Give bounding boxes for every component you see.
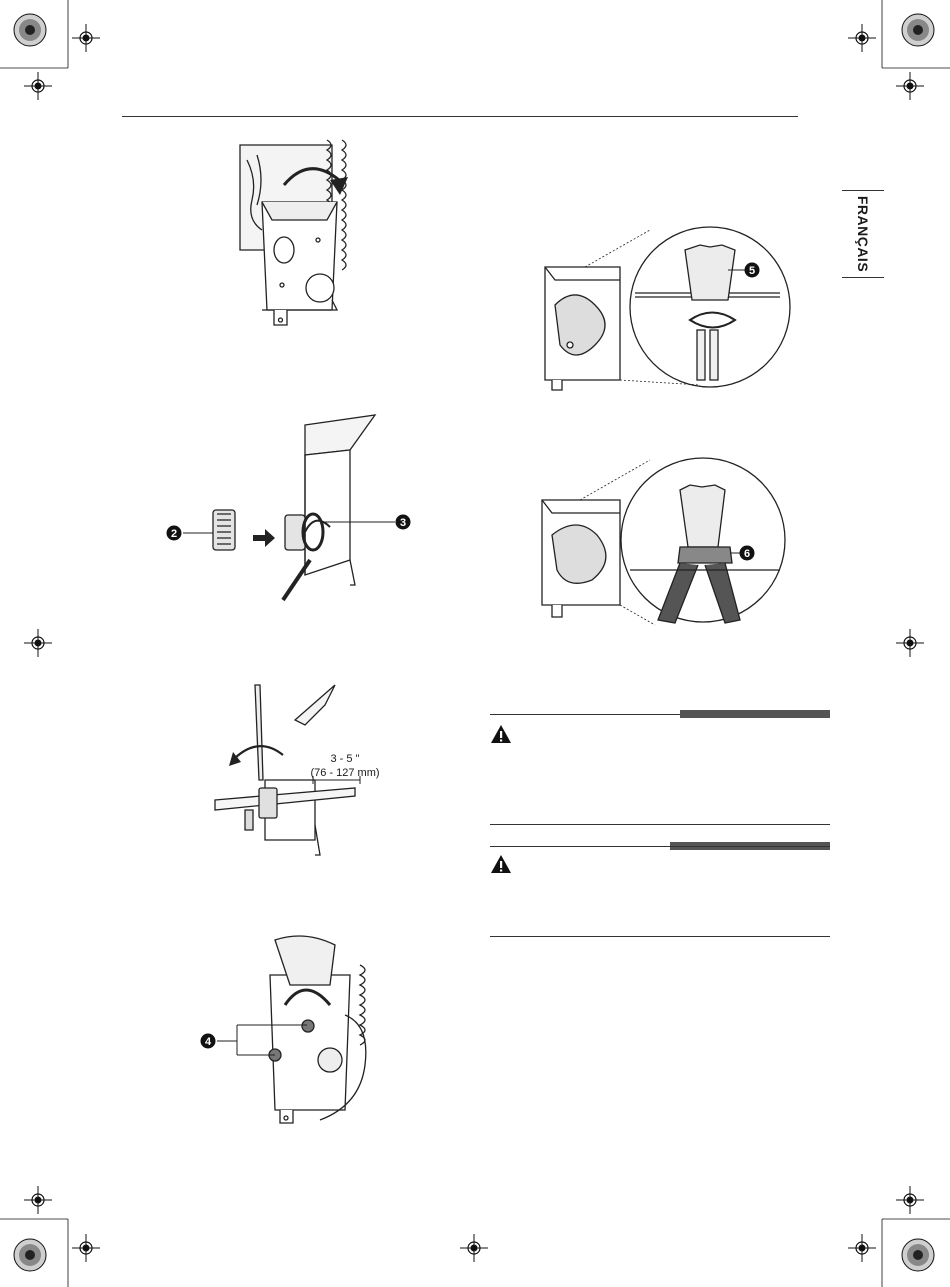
warning-box-2 — [490, 846, 830, 938]
warning-box-1 — [490, 714, 830, 826]
ground-screw-figure — [195, 935, 415, 1125]
callout-3-label: 3 — [399, 517, 407, 529]
strip-length-dimension — [290, 752, 400, 780]
dimension-inches: 3 - 5 " — [330, 753, 360, 765]
warning-header-bar — [680, 710, 830, 718]
warning-bottom-rule — [490, 824, 830, 825]
callout-5-label: 5 — [748, 265, 756, 277]
warning-bottom-rule — [490, 936, 830, 937]
callout-6-label: 6 — [743, 548, 751, 560]
warning-triangle-icon — [490, 854, 512, 874]
header-rule — [122, 116, 798, 117]
language-tab — [842, 190, 884, 278]
dimension-mm: (76 - 127 mm) — [310, 767, 380, 779]
junction-box-cover-figure — [232, 140, 382, 330]
callout-4-label: 4 — [204, 1036, 212, 1048]
warning-triangle-icon — [490, 724, 512, 744]
language-tab-label: FRANÇAIS — [855, 195, 871, 273]
callout-2-label: 2 — [170, 528, 178, 540]
connector-install-figure — [165, 410, 425, 610]
wire-nut-detail-figure — [540, 225, 790, 395]
warning-top-rule — [490, 846, 830, 847]
tape-detail-figure — [540, 455, 790, 625]
